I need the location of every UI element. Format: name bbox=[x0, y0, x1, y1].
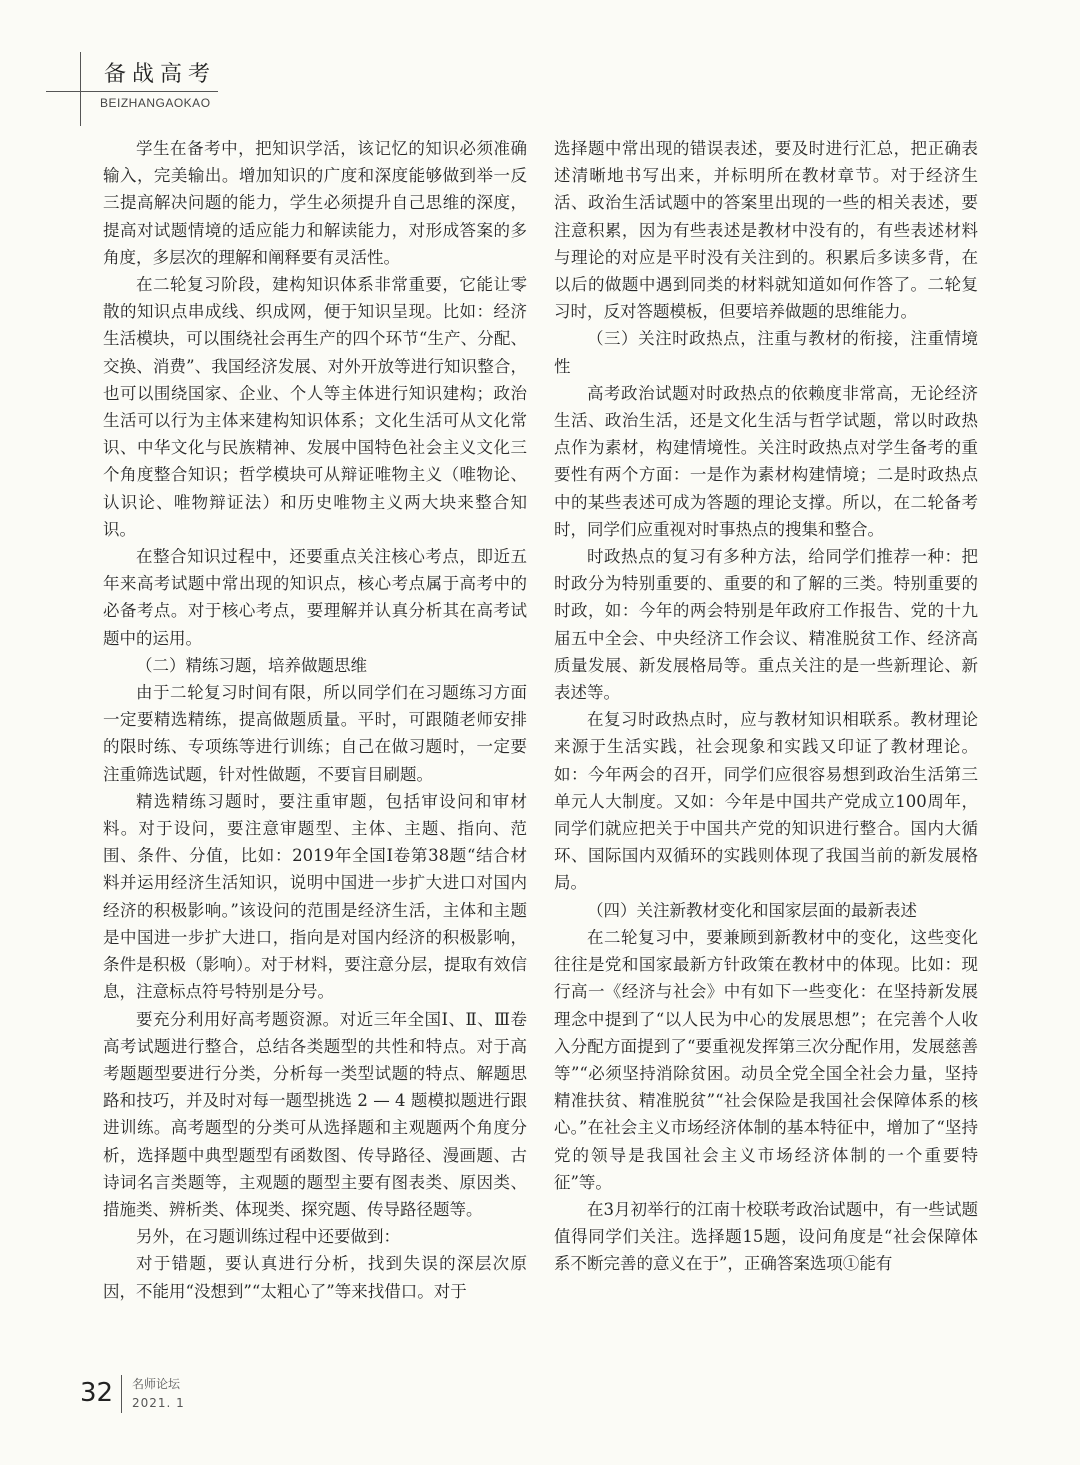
page-number: 32 bbox=[80, 1378, 114, 1408]
paragraph: 在3月初举行的江南十校联考政治试题中，有一些试题值得同学们关注。选择题15题，设问角度是“社会保障体系不断完善的意义在于”，正确答案选项①能有 bbox=[554, 1199, 978, 1274]
paragraph: 由于二轮复习时间有限，所以同学们在习题练习方面一定要精选精练，提高做题质量。平时，可跟随老师安排的限时练、专项练等进行训练；自己在做习题时，一定要注重筛选试题，针对性做题，不要盲目刷题。 bbox=[103, 683, 527, 784]
paragraph: 在二轮复习阶段，建构知识体系非常重要，它能让零散的知识点串成线、织成网，便于知识呈现。比如：经济生活模块，可以围绕社会再生产的四个环节“生产、分配、交换、消费”、我国经济发展、对外开放等进行知识整合，也可以围绕国家、企业、个人等主体进行知识建构；政治生活可以行为主体来建构知识体系；文化生活可从文化常识、中华文化与民族精神、发展中国特色社会主义文化三个角度整合知识；哲学模块可从辩证唯物主义（唯物论、认识论、唯物辩证法）和历史唯物主义两大块来整合知识。 bbox=[103, 275, 527, 539]
header-vertical-rule bbox=[80, 52, 81, 126]
section-title: 备战高考 bbox=[104, 62, 217, 87]
paragraph: 精选精练习题时，要注重审题，包括审设问和审材料。对于设问，要注意审题型、主体、主题、指向、范围、条件、分值，比如：2019年全国Ⅰ卷第38题“结合材料并运用经济生活知识，说明中国进一步扩大进口对国内经济的积极影响。”该设问的范围是经济生活，主体和主题是中国进一步扩大进口，指向是对国内经济的积极影响，条件是积极（影响）。对于材料，要注意分层，提取有效信息，注意标点符号特别是分号。 bbox=[103, 791, 527, 1002]
subheading: （三）关注时政热点，注重与教材的衔接，注重情境性 bbox=[554, 329, 978, 376]
footer-vertical-rule bbox=[121, 1375, 122, 1413]
subheading: （四）关注新教材变化和国家层面的最新表述 bbox=[587, 900, 917, 920]
right-column bbox=[554, 135, 978, 1278]
paragraph: 高考政治试题对时政热点的依赖度非常高，无论经济生活、政治生活，还是文化生活与哲学试题，常以时政热点作为素材，构建情境性。关注时政热点对学生备考的重要性有两个方面：一是作为素材构建情境；二是时政热点中的某些表述可成为答题的理论支撑。所以，在二轮备考时，同学们应重视对时事热点的搜集和整合。 bbox=[554, 383, 978, 539]
paragraph: 时政热点的复习有多种方法，给同学们推荐一种：把时政分为特别重要的、重要的和了解的三类。特别重要的时政，如：今年的两会特别是年政府工作报告、党的十九届五中全会、中央经济工作会议、精准脱贫工作、经济高质量发展、新发展格局等。重点关注的是一些新理论、新表述等。 bbox=[554, 547, 978, 703]
paragraph: 另外，在习题训练过程中还要做到： bbox=[136, 1227, 400, 1247]
paragraph: 对于错题，要认真进行分析，找到失误的深层次原因，不能用“没想到”“太粗心了”等来找借口。对于 bbox=[103, 1254, 527, 1301]
magazine-name: 名师论坛 bbox=[132, 1377, 181, 1391]
paragraph-continued: 选择题中常出现的错误表述，要及时进行汇总，把正确表述清晰地书写出来，并标明所在教材章节。对于经济生活、政治生活试题中的答案里出现的一些的相关表述，要注意积累，因为有些表述是教材中没有的，有些表述材料与理论的对应是平时没有关注到的。积累后多读多背，在以后的做题中遇到同类的材料就知道如何作答了。二轮复习时，反对答题模板，但要培养做题的思维能力。 bbox=[554, 139, 978, 322]
issue-date: 2021. 1 bbox=[132, 1396, 185, 1410]
subheading: （二）精练习题，培养做题思维 bbox=[136, 655, 367, 675]
header-horizontal-rule bbox=[46, 91, 218, 92]
paragraph: 在整合知识过程中，还要重点关注核心考点，即近五年来高考试题中常出现的知识点，核心考点属于高考中的必备考点。对于核心考点，要理解并认真分析其在高考试题中的运用。 bbox=[103, 547, 527, 648]
paragraph: 在二轮复习中，要兼顾到新教材中的变化，这些变化往往是党和国家最新方针政策在教材中的体现。比如：现行高一《经济与社会》中有如下一些变化：在坚持新发展理念中提到了“以人民为中心的发展思想”；在完善个人收入分配方面提到了“要重视发挥第三次分配作用，发展慈善等”“必须坚持消除贫困。动员全党全国全社会力量，坚持精准扶贫、精准脱贫”“社会保险是我国社会保障体系的核心。”在社会主义市场经济体制的基本特征中，增加了“坚持党的领导是我国社会主义市场经济体制的一个重要特征”等。 bbox=[554, 927, 978, 1192]
paragraph: 在复习时政热点时，应与教材知识相联系。教材理论来源于生活实践，社会现象和实践又印证了教材理论。如：今年两会的召开，同学们应很容易想到政治生活第三单元人大制度。又如：今年是中国共产党成立100周年，同学们就应把关于中国共产党的知识进行整合。国内大循环、国际国内双循环的实践则体现了我国当前的新发展格局。 bbox=[554, 710, 978, 893]
paragraph: 学生在备考中，把知识学活，该记忆的知识必须准确输入，完美输出。增加知识的广度和深度能够做到举一反三提高解决问题的能力，学生必须提升自己思维的深度，提高对试题情境的适应能力和解读能力，对形成答案的多角度，多层次的理解和阐释要有灵活性。 bbox=[103, 139, 527, 267]
section-subtitle: BEIZHANGAOKAO bbox=[100, 96, 211, 110]
left-column bbox=[103, 135, 527, 1305]
paragraph: 要充分利用好高考题资源。对近三年全国Ⅰ、Ⅱ、Ⅲ卷高考试题进行整合，总结各类题型的共性和特点。对于高考题题型要进行分类，分析每一类型试题的特点、解题思路和技巧，并及时对每一题型挑选 2 — 4 题模拟题进行跟进训练。高考题型的分类可从选择题和主观题两个角度分析，选择题中典型题型有函数图、传导路径、漫画题、古诗词名言类题等，主观题的题型主要有图表类、原因类、措施类、辨析类、体现类、探究题、传导路径题等。 bbox=[103, 1009, 527, 1219]
